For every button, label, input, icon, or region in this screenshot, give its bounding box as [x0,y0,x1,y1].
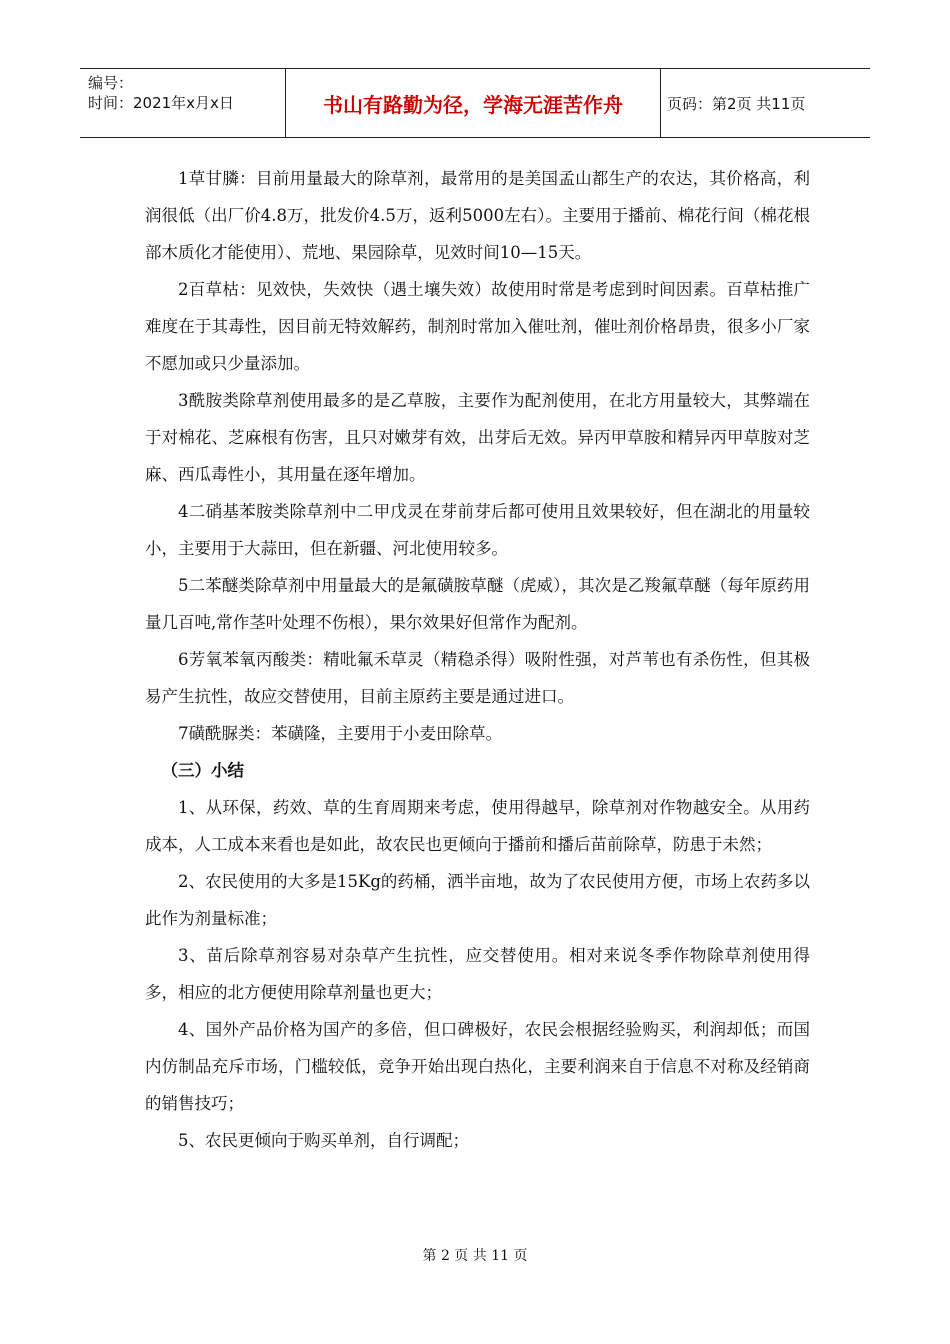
header-motto: 书山有路勤为径，学海无涯苦作舟 [285,69,661,137]
paragraph-amides: 3酰胺类除草剂使用最多的是乙草胺，主要作为配剂使用，在北方用量较大，其弊端在于对棉花、芝麻根有伤害，且只对嫩芽有效，出芽后无效。异丙甲草胺和精异丙甲草胺对芝麻、西瓜毒性小，其用量在逐年增加。 [145,391,810,484]
summary-item-3: 3、苗后除草剂容易对杂草产生抗性，应交替使用。相对来说冬季作物除草剂使用得多，相应的北方便使用除草剂量也更大； [145,946,810,1002]
paragraph-glyphosate: 1草甘膦：目前用量最大的除草剂，最常用的是美国孟山都生产的农达，其价格高，利润很低（出厂价4.8万，批发价4.5万，返利5000左右）。主要用于播前、棉花行间（棉花根部木质化才能使用）、荒地、果园除草，见效时间10—15天。 [145,169,810,262]
paragraph-diphenyl-ethers: 5二苯醚类除草剂中用量最大的是氟磺胺草醚（虎威），其次是乙羧氟草醚（每年原药用量几百吨,常作茎叶处理不伤根），果尔效果好但常作为配剂。 [145,576,810,632]
page-header [80,68,870,138]
header-meta [80,69,285,137]
document-number-label: 编号： [88,74,134,92]
paragraph-dinitroanilines: 4二硝基苯胺类除草剂中二甲戊灵在芽前芽后都可使用且效果较好，但在湖北的用量较小，主要用于大蒜田，但在新疆、河北使用较多。 [145,502,810,558]
document-time-label: 时间：2021年x月x日 [88,94,234,112]
summary-item-1: 1、从环保，药效、草的生育周期来考虑，使用得越早，除草剂对作物越安全。从用药成本，人工成本来看也是如此，故农民也更倾向于播前和播后苗前除草，防患于未然； [145,798,810,854]
header-page-info: 页码：第2页 共11页 [667,94,806,113]
summary-item-2: 2、农民使用的大多是15Kg的药桶，洒半亩地，故为了农民使用方便，市场上农药多以此作为剂量标准； [145,872,810,928]
paragraph-sulfonylureas: 7磺酰脲类：苯磺隆，主要用于小麦田除草。 [178,724,502,743]
document-body [145,160,810,1159]
page-footer: 第 2 页 共 11 页 [422,1248,528,1264]
paragraph-paraquat: 2百草枯：见效快，失效快（遇土壤失效）故使用时常是考虑到时间因素。百草枯推广难度在于其毒性，因目前无特效解药，制剂时常加入催吐剂，催吐剂价格昂贵，很多小厂家不愿加或只少量添加。 [145,280,810,373]
summary-item-4: 4、国外产品价格为国产的多倍，但口碑极好，农民会根据经验购买，利润却低；而国内仿制品充斥市场，门槛较低，竞争开始出现白热化，主要利润来自于信息不对称及经销商的销售技巧； [145,1020,810,1113]
section-heading-summary: （三）小结 [161,761,244,780]
paragraph-aryloxyphenoxy: 6芳氧苯氧丙酸类：精吡氟禾草灵（精稳杀得）吸附性强，对芦苇也有杀伤性，但其极易产生抗性，故应交替使用，目前主原药主要是通过进口。 [145,650,810,706]
summary-item-5: 5、农民更倾向于购买单剂，自行调配； [178,1131,469,1150]
